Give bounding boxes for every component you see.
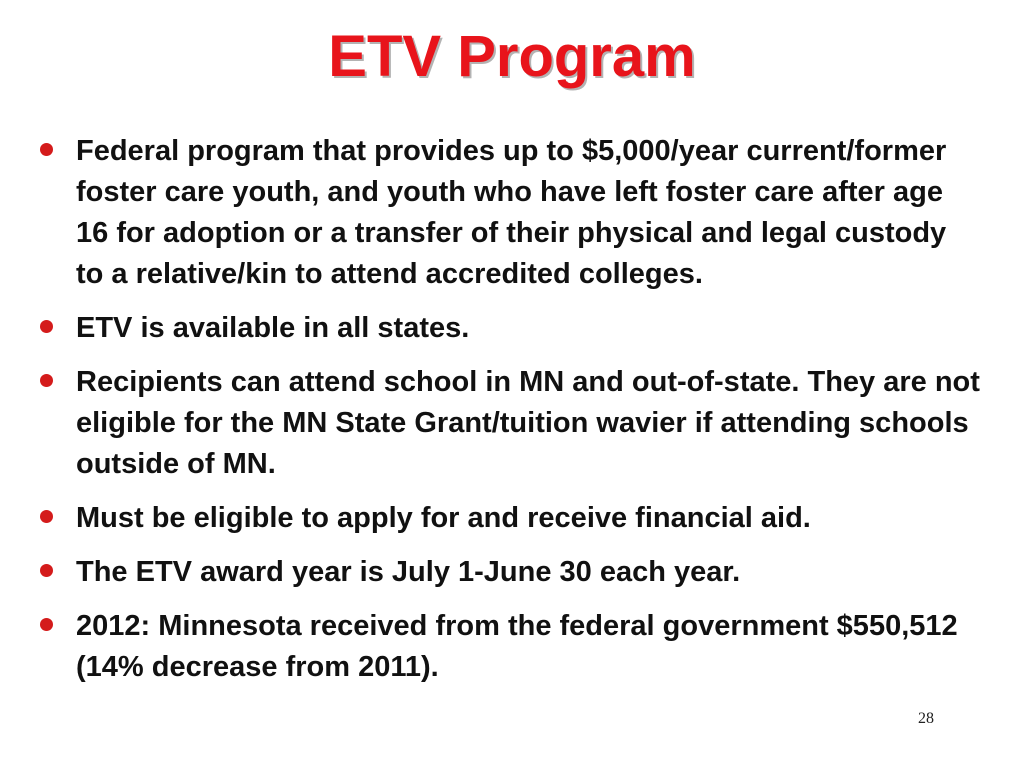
bullet-dot-icon (40, 618, 53, 631)
bullet-text: Must be eligible to apply for and receive financial aid. (76, 502, 811, 534)
bullet-list (40, 131, 980, 701)
bullet-dot-icon (40, 510, 53, 523)
bullet-dot-icon (40, 143, 53, 156)
bullet-item (40, 131, 980, 295)
slide-title: ETV Program (328, 24, 696, 89)
bullet-dot-icon (40, 564, 53, 577)
bullet-item (40, 552, 980, 593)
bullet-text: Federal program that provides up to $5,000/year current/former foster care youth, and youth who have left foster care after age 16 for adoption or a transfer of their physical and legal custody to a relative/kin to attend accredited colleges. (76, 135, 947, 290)
bullet-item (40, 606, 980, 688)
page-number: 28 (918, 710, 934, 727)
bullet-text: ETV is available in all states. (76, 312, 470, 344)
bullet-dot-icon (40, 374, 53, 387)
bullet-text: 2012: Minnesota received from the federal government $550,512 (14% decrease from 2011). (76, 610, 958, 683)
bullet-item (40, 498, 980, 539)
bullet-dot-icon (40, 320, 53, 333)
bullet-text: Recipients can attend school in MN and out-of-state. They are not eligible for the MN State Grant/tuition wavier if attending schools outside of MN. (76, 366, 980, 480)
bullet-item (40, 362, 980, 485)
bullet-item (40, 308, 980, 349)
bullet-text: The ETV award year is July 1-June 30 each year. (76, 556, 741, 588)
